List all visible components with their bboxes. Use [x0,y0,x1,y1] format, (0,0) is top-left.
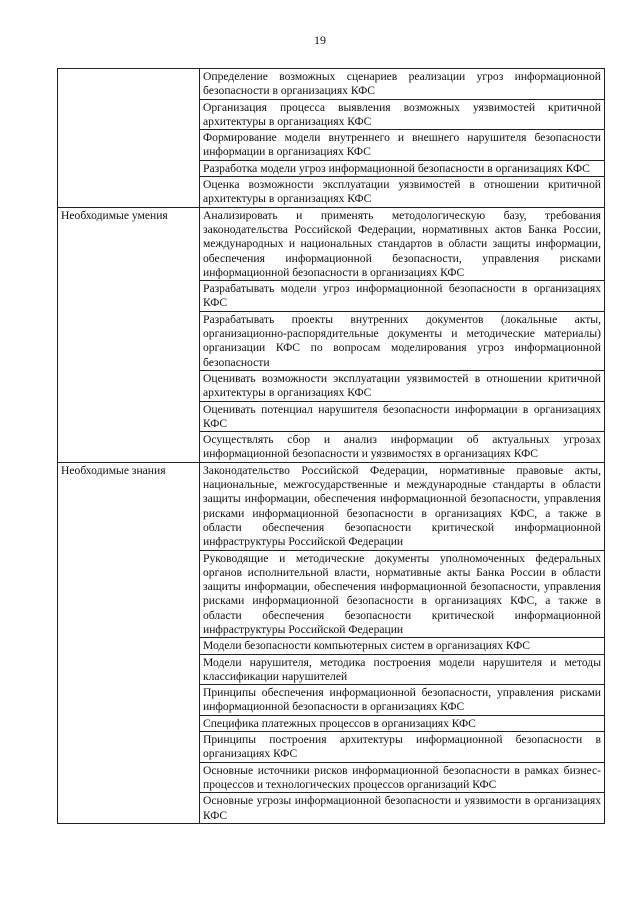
table-row [58,207,605,280]
list-item: Анализировать и применять методологическую базу, требования законодательства Российской Федерации, нормативных актов Банка России, международных и национальных стандартов в области защиты информации, обеспечения информационной безопасности, управления рисками информационной безопасности в организациях КФС [200,207,605,280]
section-label-skills: Необходимые умения [58,207,200,462]
section-label-knowledge: Необходимые знания [58,462,200,823]
list-item: Законодательство Российской Федерации, нормативные правовые акты, национальные, межгосударственные и международные стандарты в области защиты информации, обеспечения информационной безопасности, управления рисками информационной безопасности в организациях КФС, а также в области обеспечения безопасности критической информационной инфраструктуры Российской Федерации [200,462,605,550]
list-item: Принципы обеспечения информационной безопасности, управления рисками информационной безопасности в организациях КФС [200,685,605,716]
list-item: Определение возможных сценариев реализации угроз информационной безопасности в организациях КФС [200,69,605,100]
list-item: Организация процесса выявления возможных уязвимостей критичной архитектуры в организациях КФС [200,99,605,130]
page-number: 19 [314,33,326,47]
list-item: Принципы построения архитектуры информационной безопасности в организациях КФС [200,732,605,763]
list-item: Основные источники рисков информационной безопасности в рамках бизнес-процессов и технологических процессов организаций КФС [200,762,605,793]
list-item: Оценивать возможности эксплуатации уязвимостей в отношении критичной архитектуры в организациях КФС [200,370,605,401]
table-row [58,69,605,100]
list-item: Основные угрозы информационной безопасности и уязвимости в организациях КФС [200,793,605,824]
list-item: Руководящие и методические документы уполномоченных федеральных органов исполнительной власти, нормативные акты Банка России в области защиты информации, обеспечения информационной безопасности, управления рисками информационной безопасности в организациях КФС, а также в области обеспечения безопасности критической информационной инфраструктуры Российской Федерации [200,550,605,638]
section-label [58,69,200,208]
list-item: Специфика платежных процессов в организациях КФС [200,715,605,731]
list-item: Оценка возможности эксплуатации уязвимостей в отношении критичной архитектуры в организациях КФС [200,177,605,208]
list-item: Формирование модели внутреннего и внешнего нарушителя безопасности информации в организациях КФС [200,130,605,161]
list-item: Оценивать потенциал нарушителя безопасности информации в организациях КФС [200,401,605,432]
competency-table [57,68,605,824]
list-item: Модели безопасности компьютерных систем в организациях КФС [200,638,605,654]
list-item: Модели нарушителя, методика построения модели нарушителя и методы классификации нарушителей [200,654,605,685]
list-item: Разработка модели угроз информационной безопасности в организациях КФС [200,160,605,176]
table-row [58,462,605,550]
list-item: Разрабатывать модели угроз информационной безопасности в организациях КФС [200,281,605,312]
list-item: Разрабатывать проекты внутренних документов (локальные акты, организационно-распорядительные документы и методические материалы) организации КФС по вопросам моделирования угроз информационной безопасности [200,311,605,370]
list-item: Осуществлять сбор и анализ информации об актуальных угрозах информационной безопасности и уязвимостях в организациях КФС [200,432,605,463]
